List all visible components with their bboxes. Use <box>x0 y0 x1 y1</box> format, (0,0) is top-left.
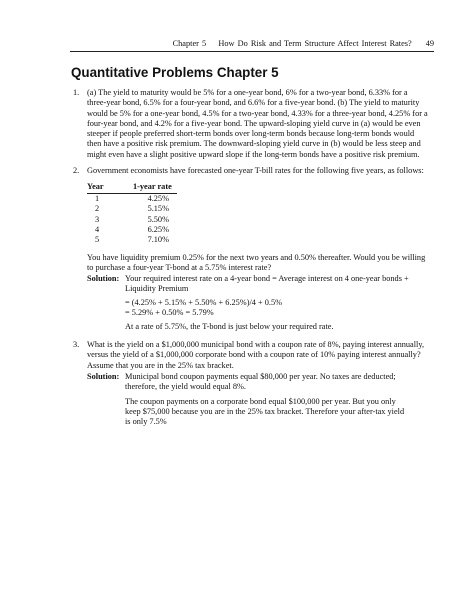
solution-line: Your required interest rate on a 4-year bond = Average interest on 4 one-year bonds + <box>125 274 409 283</box>
solution-line: therefore, the yield would equal 8%. <box>125 382 246 392</box>
problem-1-text <box>87 88 428 160</box>
rate-cell: 4.25% <box>147 194 169 203</box>
rate-cell: 5.15% <box>147 204 169 214</box>
problem-1-line: three-year bond, 6.5% for a four-year bond, and 6.6% for a five-year bond. (b) The yield to maturity <box>87 98 420 108</box>
solution-line: keep $75,000 because you are in the 25% tax bracket. Therefore your after-tax yield <box>125 406 405 416</box>
running-head-text: Chapter 5 How Do Risk and Term Structure Affect Interest Rates? <box>172 39 412 48</box>
table-row <box>87 194 177 205</box>
table-row <box>87 204 177 214</box>
column-header-year: Year <box>87 182 133 194</box>
table-row <box>87 215 177 225</box>
running-header <box>173 39 434 48</box>
column-header-rate: 1-year rate <box>133 182 177 194</box>
rate-cell: 7.10% <box>147 235 169 245</box>
table-row <box>87 235 177 245</box>
table-row <box>87 225 177 235</box>
table-header-row <box>87 182 177 194</box>
problem-2-solution <box>125 274 409 332</box>
problem-3-question <box>87 340 424 371</box>
year-cell: 5 <box>95 235 100 245</box>
rate-cell: 6.25% <box>147 224 169 234</box>
question-line: What is the yield on a $1,000,000 municipal bond with a coupon rate of 8%, paying interest annually, <box>87 340 425 349</box>
problem-1-line: would be 5% for a one-year bond, 4.5% for a two-year bond, 4.33% for a three-year bond, 4.25% for a <box>87 108 428 118</box>
problem-1-line: four-year bond, and 4.2% for a five-year bond. The upward-sloping yield curve in (a) would be even <box>87 118 421 128</box>
year-cell: 2 <box>95 204 100 214</box>
problem-1-line: (a) The yield to maturity would be 5% for a one-year bond, 6% for a two-year bond, 6.33% for a <box>87 88 408 97</box>
year-cell: 1 <box>95 194 100 203</box>
solution-line: Liquidity Premium <box>125 284 189 294</box>
question-line: to purchase a four-year T-bond at a 5.75% interest rate? <box>87 263 272 273</box>
problem-3-number: 3. <box>73 340 80 349</box>
problem-2-intro: Government economists have forecasted one-year T-bill rates for the following five years, as follows: <box>87 166 424 175</box>
problem-3-solution-label: Solution: <box>87 372 120 381</box>
problem-1-line: steeper if people preferred short-term bonds over long-term bonds because long-term bonds would <box>87 129 415 139</box>
question-line: versus the yield of a $1,000,000 corporate bond with a coupon rate of 10% paying interest annually? <box>87 350 421 360</box>
year-cell: 4 <box>95 224 100 234</box>
solution-line: The coupon payments on a corporate bond equal $100,000 per year. But you only <box>125 396 396 406</box>
problem-2-solution-label: Solution: <box>87 274 120 283</box>
solution-line: is only 7.5% <box>125 417 167 427</box>
problem-1-line: then have a positive risk premium. The downward-sloping yield curve in (b) would be less steep and <box>87 139 421 149</box>
question-line: You have liquidity premium 0.25% for the next two years and 0.50% thereafter. Would you be willing <box>87 253 426 262</box>
problem-2-question <box>87 253 425 274</box>
forecast-rates-table <box>87 182 177 245</box>
problem-1-number: 1. <box>73 88 80 97</box>
problem-1-line: might even have a slight positive upward slope if the long-term bonds have a positive risk premium. <box>87 149 420 159</box>
header-rule <box>70 51 434 52</box>
rate-cell: 5.50% <box>147 214 169 224</box>
question-line: Assume that you are in the 25% tax bracket. <box>87 360 234 370</box>
problem-2-number: 2. <box>73 166 80 175</box>
solution-line: = 5.29% + 0.50% = 5.79% <box>125 307 214 317</box>
problem-3-solution <box>125 372 404 427</box>
year-cell: 3 <box>95 214 100 224</box>
solution-line: Municipal bond coupon payments equal $80,000 per year. No taxes are deducted; <box>125 372 396 381</box>
solution-line: At a rate of 5.75%, the T-bond is just below your required rate. <box>125 322 334 332</box>
page-number: 49 <box>425 39 434 48</box>
section-title: Quantitative Problems Chapter 5 <box>71 65 279 80</box>
solution-line: = (4.25% + 5.15% + 5.50% + 6.25%)/4 + 0.5% <box>125 297 283 307</box>
